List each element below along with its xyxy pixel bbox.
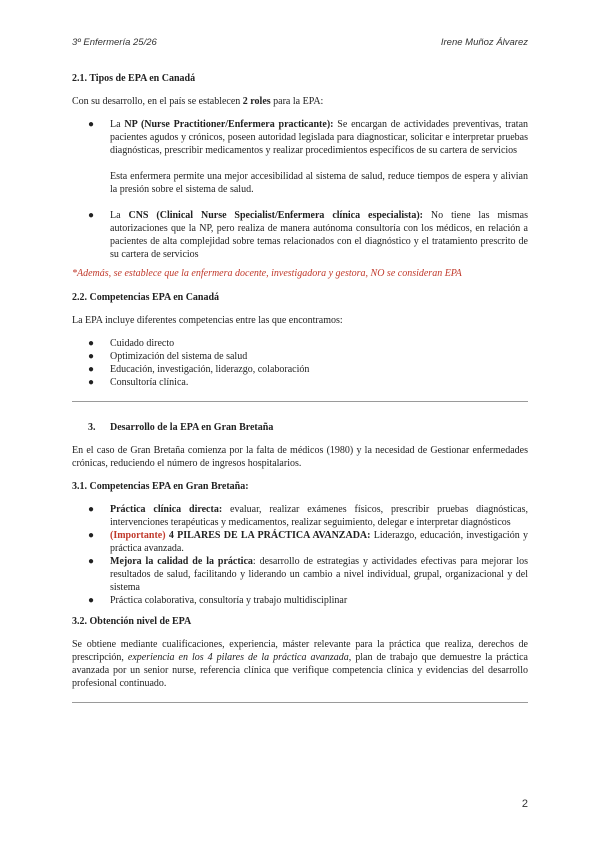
np-label: NP (Nurse Practitioner/Enfermera practicante): [124,119,334,130]
cns-label: CNS (Clinical Nurse Specialist/Enfermera clínica especialista): [128,210,424,221]
list-item-np: ● La NP (Nurse Practitioner/Enfermera practicante): Se encargan de actividades preventivas, tratan pacientes agudos y crónicos, poseen autoridad legislada para diagnosticar, solicitar e interpretar pruebas diagnósticas, prescribir medicamentos y realizar procedimientos específicos de su cartera de servicios Esta enfermera permite una mejor accesibilidad al sistema de salud, reduce tiempos de espera y alivian la presión sobre el sistema de salud. [88,119,529,195]
section-2-1-intro [72,95,528,108]
competencies-canada-list [72,337,528,389]
bullet-icon: ● [88,210,95,221]
intro-text-end: para la EPA: [270,96,324,107]
bullet-icon: ● [88,338,95,349]
important-tag: (Importante) [110,530,166,541]
section-3-text: En el caso de Gran Bretaña comienza por la falta de médicos (1980) y la necesidad de Gestionar enfermedades crónicas, reduciendo el número de ingresos hospitalarios. [72,445,528,469]
bullet-icon: ● [88,364,95,375]
bullet-icon: ● [88,119,95,130]
divider [72,702,528,703]
np-text: Se encargan de actividades preventivas, tratan pacientes agudos y crónicos, poseen autoridad legislada para diagnosticar, solicitar e interpretar pruebas diagnósticas, prescribir medicamentos y realizar procedimientos específicos de su cartera de servicios [110,119,529,156]
page-header [72,37,528,51]
note-text: *Además, se establece que la enfermera docente, investigadora y gestora, NO se consideran EPA [72,268,462,279]
bullet-icon: ● [88,530,95,541]
section-3-title [72,421,528,434]
intro-bold: 2 roles [242,96,271,107]
cns-text: No tiene las mismas autorizaciones que la NP, pero realiza de manera autónoma consultoría con los médicos, en relación a pacientes de alta complejidad sobre temas relacionados con el diagnóstico y el tratamiento prescrito de su cartera de servicios [110,210,528,260]
list-item: ● Consultoría clínica. [88,377,189,388]
bullet-icon: ● [88,595,95,606]
competencies-gb-list [72,503,528,607]
list-item-cns: ● La CNS (Clinical Nurse Specialist/Enfermera clínica especialista): No tiene las mismas autorizaciones que la NP, pero realiza de manera autónoma consultoría con los médicos, en relación a pacientes de alta complejidad sobre temas relacionados con el diagnóstico y el tratamiento prescrito de su cartera de servicios [88,210,528,260]
page-number: 2 [521,798,528,810]
section-2-2-title: 2.2. Competencias EPA en Canadá [72,292,220,303]
section-3-number: 3. [88,422,96,433]
roles-list [72,118,528,261]
list-item: ● Práctica clínica directa: evaluar, realizar exámenes físicos, prescribir pruebas diagnósticas, intervenciones terapéuticas y medicamentos, realizar seguimiento, delegar e interpretar diagnósticos [88,504,528,528]
list-item: ● Cuidado directo [88,338,175,349]
list-item: ● Optimización del sistema de salud [88,351,248,362]
section-3-title-text: Desarrollo de la EPA en Gran Bretaña [110,422,274,433]
list-item: ● Educación, investigación, liderazgo, colaboración [88,364,310,375]
bullet-icon: ● [88,377,95,388]
header-course: 3º Enfermería 25/26 [72,37,157,48]
section-2-1-title: 2.1. Tipos de EPA en Canadá [72,73,196,84]
bullet-icon: ● [88,504,95,515]
document-body [72,72,528,703]
np-extra: Esta enfermera permite una mejor accesibilidad al sistema de salud, reduce tiempos de espera y alivian la presión sobre el sistema de salud. [110,171,528,195]
section-3-2-text: Se obtiene mediante cualificaciones, experiencia, máster relevante para la práctica que realiza, derechos de prescripción, experiencia en los 4 pilares de la práctica avanzada, plan de trabajo que demuestre la práctica avanzada por un senior nurse, referencia clínica que verifique competencia clínica y evidencias del desarrollo profesional continuado. [72,639,528,689]
list-item: ● Práctica colaborativa, consultoría y trabajo multidisciplinar [88,595,348,606]
list-item: ● (Importante) 4 PILARES DE LA PRÁCTICA AVANZADA: Liderazgo, educación, investigación y práctica avanzada. [88,530,528,554]
section-3-1-title: 3.1. Competencias EPA en Gran Bretaña: [72,481,249,492]
pillars-emphasis: experiencia en los 4 pilares de la práctica avanzada [127,652,349,663]
section-2-2-intro: La EPA incluye diferentes competencias entre las que encontramos: [72,315,343,326]
section-3-2-title: 3.2. Obtención nivel de EPA [72,616,192,627]
header-author: Irene Muñoz Álvarez [440,37,528,48]
bullet-icon: ● [88,351,95,362]
bullet-icon: ● [88,556,95,567]
list-item: ● Mejora la calidad de la práctica: desarrollo de estrategias y actividades efectivas para mejorar los resultados de salud, facilitando y liderando un cambio a nivel individual, grupal, organizacional y del sistema [88,556,529,593]
intro-text: Con su desarrollo, en el país se establecen [72,96,243,107]
